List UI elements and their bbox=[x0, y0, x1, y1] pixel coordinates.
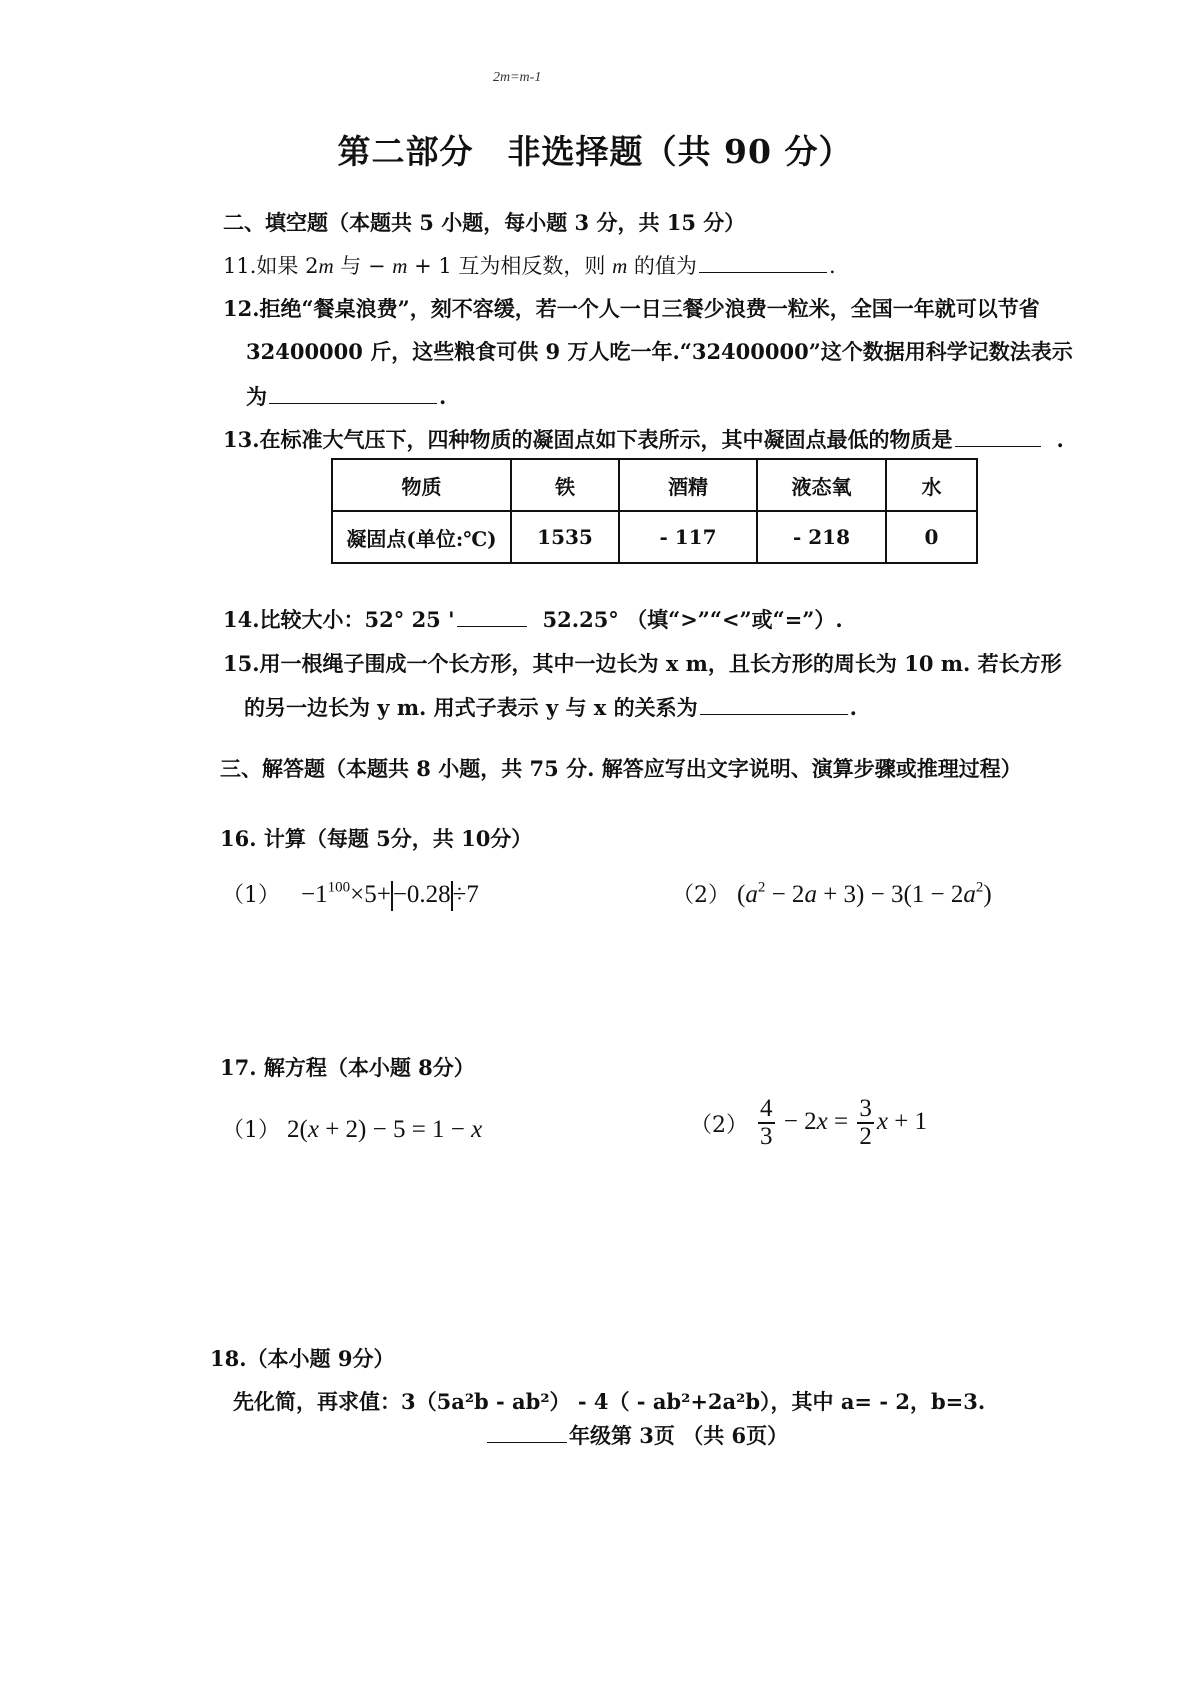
part-title-right: 非选择题（共 90 分） bbox=[507, 132, 853, 171]
question-16-part-1: $(1) -1^{100}\times 5+-0.28\div 7$ bbox=[222, 878, 479, 911]
table-cell: 水 bbox=[886, 459, 977, 511]
handwritten-note: 2m=m-1 bbox=[493, 70, 542, 85]
table-cell: 0 bbox=[886, 511, 977, 563]
question-17-title: 17. 解方程（本小题 8分） bbox=[220, 1055, 475, 1080]
table-cell: - 117 bbox=[619, 511, 757, 563]
question-13: 13.在标准大气压下，四种物质的凝固点如下表所示，其中凝固点最低的物质是 . bbox=[223, 427, 1064, 452]
table-cell: 铁 bbox=[511, 459, 619, 511]
table-row bbox=[332, 511, 977, 563]
table-cell: 酒精 bbox=[619, 459, 757, 511]
page-footer: 年级第 3页 （共 6页） bbox=[485, 1420, 788, 1450]
table-cell: 物质 bbox=[332, 459, 511, 511]
question-11: 11.如果 2m 与 − m + 1 互为相反数，则 m 的值为 . bbox=[223, 254, 836, 278]
question-17-part-2: （2） $\frac{4}{3}$ − 2x = $\frac{3}{2}$ x + 1 bbox=[690, 1095, 928, 1151]
question-18-title: 18.（本小题 9分） bbox=[210, 1346, 395, 1371]
question-12-line-1: 12.拒绝“餐桌浪费”，刻不容缓，若一个人一日三餐少浪费一粒米，全国一年就可以节省 bbox=[223, 296, 1040, 321]
question-12-line-3: 为 . bbox=[246, 384, 447, 409]
question-16-part-2: （2） $(a^2 - 2a + 3) - 3(1 - 2a^2)$ bbox=[672, 879, 992, 908]
question-16-title: 16. 计算（每题 5分，共 10分） bbox=[220, 826, 533, 851]
table-cell: - 218 bbox=[757, 511, 886, 563]
question-15-line-2: 的另一边长为 y m. 用式子表示 y 与 x 的关系为 . bbox=[244, 695, 857, 720]
freezing-point-table bbox=[331, 458, 978, 564]
question-18-body: 先化简，再求值：3（5a²b - ab²） - 4（ - ab²+2a²b），其中 a= - 2，b=3. bbox=[233, 1389, 986, 1414]
table-header-row bbox=[332, 459, 977, 511]
answer-blank bbox=[699, 271, 827, 273]
question-15-line-1: 15.用一根绳子围成一个长方形，其中一边长为 x m，且长方形的周长为 10 m. 若长方形 bbox=[223, 651, 1062, 676]
fraction: $\frac{4}{3}$ bbox=[760, 1095, 773, 1151]
fraction: $\frac{3}{2}$ bbox=[859, 1095, 872, 1151]
section-2-heading: 二、填空题（本题共 5 小题，每小题 3 分，共 15 分） bbox=[223, 210, 746, 235]
part-title bbox=[0, 126, 1190, 173]
section-3-heading: 三、解答题（本题共 8 小题，共 75 分. 解答应写出文字说明、演算步骤或推理过程） bbox=[220, 756, 1022, 781]
grade-blank bbox=[487, 1441, 567, 1443]
question-12-line-2: 32400000 斤，这些粮食可供 9 万人吃一年.“32400000”这个数据用科学记数法表示 bbox=[246, 339, 1073, 364]
answer-blank bbox=[269, 402, 437, 404]
question-14: 14.比较大小：52° 25 ' 52.25° （填“>”“<”或“=”）. bbox=[223, 607, 843, 632]
table-cell: 1535 bbox=[511, 511, 619, 563]
answer-blank bbox=[457, 625, 527, 627]
question-17-part-1: （1） 2(x + 2) − 5 = 1 − x bbox=[222, 1116, 483, 1143]
answer-blank bbox=[955, 445, 1041, 447]
table-cell: 凝固点(单位:℃) bbox=[332, 511, 511, 563]
part-title-left: 第二部分 bbox=[337, 132, 474, 171]
table-cell: 液态氧 bbox=[757, 459, 886, 511]
answer-blank bbox=[700, 713, 848, 715]
